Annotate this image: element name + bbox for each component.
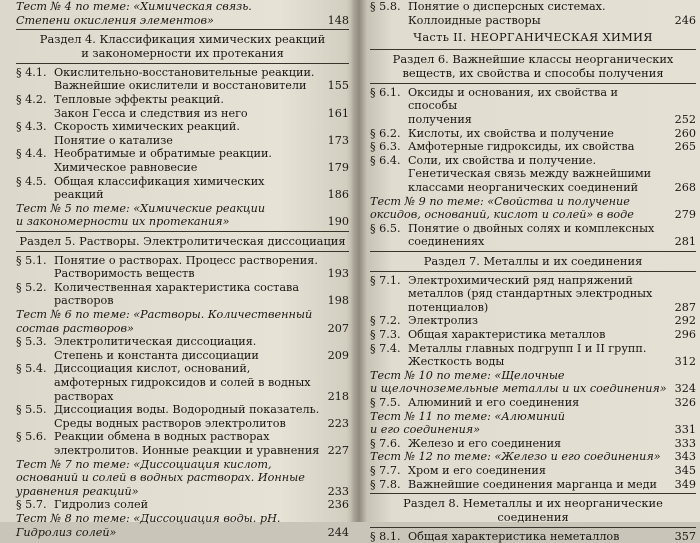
entry-page-number: 209 — [327, 348, 349, 362]
entry-number: § 5.8. — [370, 0, 401, 13]
entry-page-number: 207 — [327, 321, 349, 335]
toc-entry — [16, 66, 349, 93]
entry-title: Тест № 8 по теме: «Диссоциация воды. pH. Гидролиз солей» — [16, 511, 281, 539]
section-heading: Раздел 6. Важнейшие классы неорганических веществ, их свойства и способы получения — [392, 52, 674, 80]
entry-number: § 7.4. — [370, 341, 401, 355]
toc-test-entry — [370, 195, 696, 222]
entry-page-number: 260 — [674, 126, 696, 140]
entry-title: Тест № 5 по теме: «Химические реакции и закономерности их протекания» — [16, 201, 266, 229]
entry-title: Окислительно-восстановительные реакции. Важнейшие окислители и восстановители — [54, 65, 315, 93]
toc-entry — [16, 93, 349, 120]
entry-page-number: 233 — [327, 484, 349, 498]
entry-title: Общая классификация химических реакций — [54, 174, 265, 202]
entry-number: § 5.2. — [16, 280, 47, 294]
entry-title: Важнейшие соединения марганца и меди — [408, 477, 657, 491]
toc-entry — [370, 140, 696, 154]
entry-page-number: 326 — [674, 396, 696, 410]
entry-number: § 7.7. — [370, 464, 401, 478]
entry-page-number: 287 — [674, 300, 696, 314]
entry-title: Тест № 9 по теме: «Свойства и получение оксидов, оснований, кислот и солей» в воде — [370, 194, 634, 222]
entry-page-number: 349 — [674, 477, 696, 491]
toc-entry — [16, 362, 349, 403]
entry-title: Тест № 11 по теме: «Алюминий и его соединения» — [370, 409, 565, 437]
entry-page-number: 148 — [327, 13, 349, 27]
book-gutter — [351, 0, 367, 522]
entry-page-number: 236 — [327, 498, 349, 512]
toc-test-entry — [16, 202, 349, 229]
toc-entry — [370, 222, 696, 249]
entry-title: Гидролиз солей — [54, 498, 149, 512]
section-divider — [370, 83, 696, 84]
toc-entry — [370, 0, 696, 27]
entry-title: Реакции обмена в водных растворах электролитов. Ионные реакции и уравнения — [54, 430, 320, 458]
section-heading: Раздел 8. Неметаллы и их неорганические соединения — [403, 496, 663, 524]
entry-number: § 7.6. — [370, 436, 401, 450]
toc-test-entry — [370, 369, 696, 396]
entry-number: § 6.2. — [370, 126, 401, 140]
entry-page-number: 218 — [327, 389, 349, 403]
entry-number: § 5.4. — [16, 362, 47, 376]
toc-entry — [370, 314, 696, 328]
entry-page-number: 227 — [327, 444, 349, 458]
entry-number: § 4.3. — [16, 120, 47, 134]
section-divider — [370, 49, 696, 50]
entry-page-number: 331 — [674, 423, 696, 437]
toc-entry — [370, 127, 696, 141]
toc-entry — [370, 396, 696, 410]
entry-page-number: 173 — [327, 133, 349, 147]
toc-test-entry — [370, 410, 696, 437]
toc-entry — [16, 120, 349, 147]
entry-page-number: 357 — [674, 529, 696, 543]
entry-title: Электролитическая диссоциация. Степень и константа диссоциации — [54, 335, 259, 362]
toc-entry — [370, 464, 696, 478]
right-toc — [370, 0, 696, 543]
entry-page-number: 198 — [327, 294, 349, 308]
entry-page-number: 343 — [674, 450, 696, 464]
entry-page-number: 333 — [674, 436, 696, 450]
entry-title: Понятие о растворах. Процесс растворения. Растворимость веществ — [54, 253, 318, 281]
toc-entry — [370, 274, 696, 315]
section-divider — [370, 251, 696, 252]
entry-page-number: 281 — [674, 235, 696, 249]
entry-title: Диссоциация кислот, оснований, амфотерных гидроксидов и солей в водных растворах — [54, 362, 311, 403]
toc-entry — [16, 335, 349, 362]
entry-page-number: 223 — [327, 416, 349, 430]
section-divider — [16, 63, 349, 64]
entry-title: Тест № 6 по теме: «Растворы. Количественный состав растворов» — [16, 308, 313, 335]
entry-number: § 5.3. — [16, 335, 47, 349]
section-heading: Раздел 5. Растворы. Электролитическая диссоциация — [19, 233, 346, 248]
entry-number: § 7.5. — [370, 396, 401, 410]
entry-title: Электрохимический ряд напряжений металлов (ряд стандартных электродных потенциалов) — [408, 273, 653, 314]
entry-page-number: 268 — [674, 180, 696, 194]
entry-title: Понятие о двойных солях и комплексных соединениях — [408, 221, 655, 249]
toc-entry — [16, 281, 349, 308]
entry-title: Общая характеристика неметаллов — [408, 529, 620, 543]
entry-number: § 6.3. — [370, 140, 401, 154]
entry-number: § 7.3. — [370, 328, 401, 342]
entry-title: Тест № 12 по теме: «Железо и его соединения» — [370, 450, 661, 464]
section-divider — [16, 29, 349, 30]
section-divider — [16, 251, 349, 252]
entry-page-number: 190 — [327, 215, 349, 229]
entry-number: § 4.1. — [16, 65, 47, 79]
entry-number: § 4.5. — [16, 174, 47, 188]
toc-entry — [16, 430, 349, 457]
entry-title: Кислоты, их свойства и получение — [408, 126, 614, 140]
entry-page-number: 292 — [674, 314, 696, 328]
entry-title: Тест № 10 по теме: «Щелочные и щелочноземельные металлы и их соединения» — [370, 368, 667, 396]
entry-title: Соли, их свойства и получение. Генетическая связь между важнейшими классами неорганических соединений — [408, 153, 652, 194]
entry-title: Количественная характеристика состава растворов — [54, 280, 299, 308]
entry-number: § 8.1. — [370, 529, 401, 543]
toc-test-entry — [16, 458, 349, 499]
section-divider — [370, 527, 696, 528]
toc-entry — [370, 530, 696, 543]
entry-page-number: 345 — [674, 464, 696, 478]
left-page — [16, 0, 349, 539]
toc-entry — [370, 154, 696, 195]
entry-number: § 5.5. — [16, 403, 47, 417]
toc-test-entry — [370, 450, 696, 464]
entry-number: § 4.2. — [16, 92, 47, 106]
entry-title: Тест № 7 по теме: «Диссоциация кислот, оснований и солей в водных растворах. Ионные уравнения реакций» — [16, 457, 305, 498]
entry-title: Алюминий и его соединения — [408, 396, 580, 410]
entry-page-number: 296 — [674, 328, 696, 342]
entry-title: Хром и его соединения — [408, 464, 546, 478]
section-divider — [16, 231, 349, 232]
entry-title: Скорость химических реакций. Понятие о катализе — [54, 120, 240, 147]
entry-number: § 7.1. — [370, 273, 401, 287]
entry-page-number: 265 — [674, 140, 696, 154]
entry-page-number: 279 — [674, 208, 696, 222]
entry-title: Понятие о дисперсных системах. Коллоидные растворы — [408, 0, 606, 27]
entry-title: Железо и его соединения — [408, 436, 562, 450]
entry-page-number: 246 — [674, 13, 696, 27]
entry-number: § 7.8. — [370, 477, 401, 491]
entry-page-number: 312 — [674, 355, 696, 369]
toc-entry — [16, 254, 349, 281]
entry-number: § 5.1. — [16, 253, 47, 267]
entry-title: Оксиды и основания, их свойства и способы получения — [408, 85, 619, 126]
entry-number: § 6.1. — [370, 85, 401, 99]
toc-test-entry — [16, 0, 349, 27]
entry-number: § 4.4. — [16, 147, 47, 161]
entry-page-number: 179 — [327, 160, 349, 174]
part-heading: Часть II. НЕОРГАНИЧЕСКАЯ ХИМИЯ — [413, 30, 653, 45]
toc-entry — [16, 403, 349, 430]
entry-page-number: 193 — [327, 267, 349, 281]
entry-title: Диссоциация воды. Водородный показатель. Среды водных растворов электролитов — [54, 403, 320, 430]
toc-entry — [370, 437, 696, 451]
entry-title: Общая характеристика металлов — [408, 328, 606, 342]
toc-entry — [16, 175, 349, 202]
toc-entry — [16, 147, 349, 174]
section-divider — [370, 493, 696, 494]
entry-page-number: 324 — [674, 382, 696, 396]
entry-title: Металлы главных подгрупп I и II групп. Жесткость воды — [408, 341, 647, 369]
entry-number: § 5.6. — [16, 430, 47, 444]
entry-title: Электролиз — [408, 314, 479, 328]
section-heading: Раздел 4. Классификация химических реакций и закономерности их протекания — [39, 32, 326, 60]
entry-number: § 5.7. — [16, 498, 47, 512]
entry-page-number: 244 — [327, 525, 349, 539]
entry-title: Тепловые эффекты реакций. Закон Гесса и следствия из него — [54, 92, 248, 120]
entry-number: § 6.5. — [370, 221, 401, 235]
entry-title: Амфотерные гидроксиды, их свойства — [408, 140, 635, 154]
entry-page-number: 155 — [327, 79, 349, 93]
entry-page-number: 161 — [327, 106, 349, 120]
section-divider — [370, 271, 696, 272]
section-heading: Раздел 7. Металлы и их соединения — [423, 253, 643, 268]
right-page — [370, 0, 696, 543]
toc-entry — [370, 328, 696, 342]
entry-number: § 7.2. — [370, 314, 401, 328]
toc-entry — [16, 498, 349, 512]
toc-entry — [370, 478, 696, 492]
toc-entry — [370, 86, 696, 127]
entry-page-number: 252 — [674, 112, 696, 126]
entry-page-number: 186 — [327, 188, 349, 202]
entry-title: Тест № 4 по теме: «Химическая связь. Степени окисления элементов» — [16, 0, 252, 27]
toc-test-entry — [16, 512, 349, 539]
entry-number: § 6.4. — [370, 153, 401, 167]
left-toc — [16, 0, 349, 539]
toc-entry — [370, 342, 696, 369]
entry-title: Необратимые и обратимые реакции. Химическое равновесие — [54, 147, 272, 174]
toc-test-entry — [16, 308, 349, 335]
